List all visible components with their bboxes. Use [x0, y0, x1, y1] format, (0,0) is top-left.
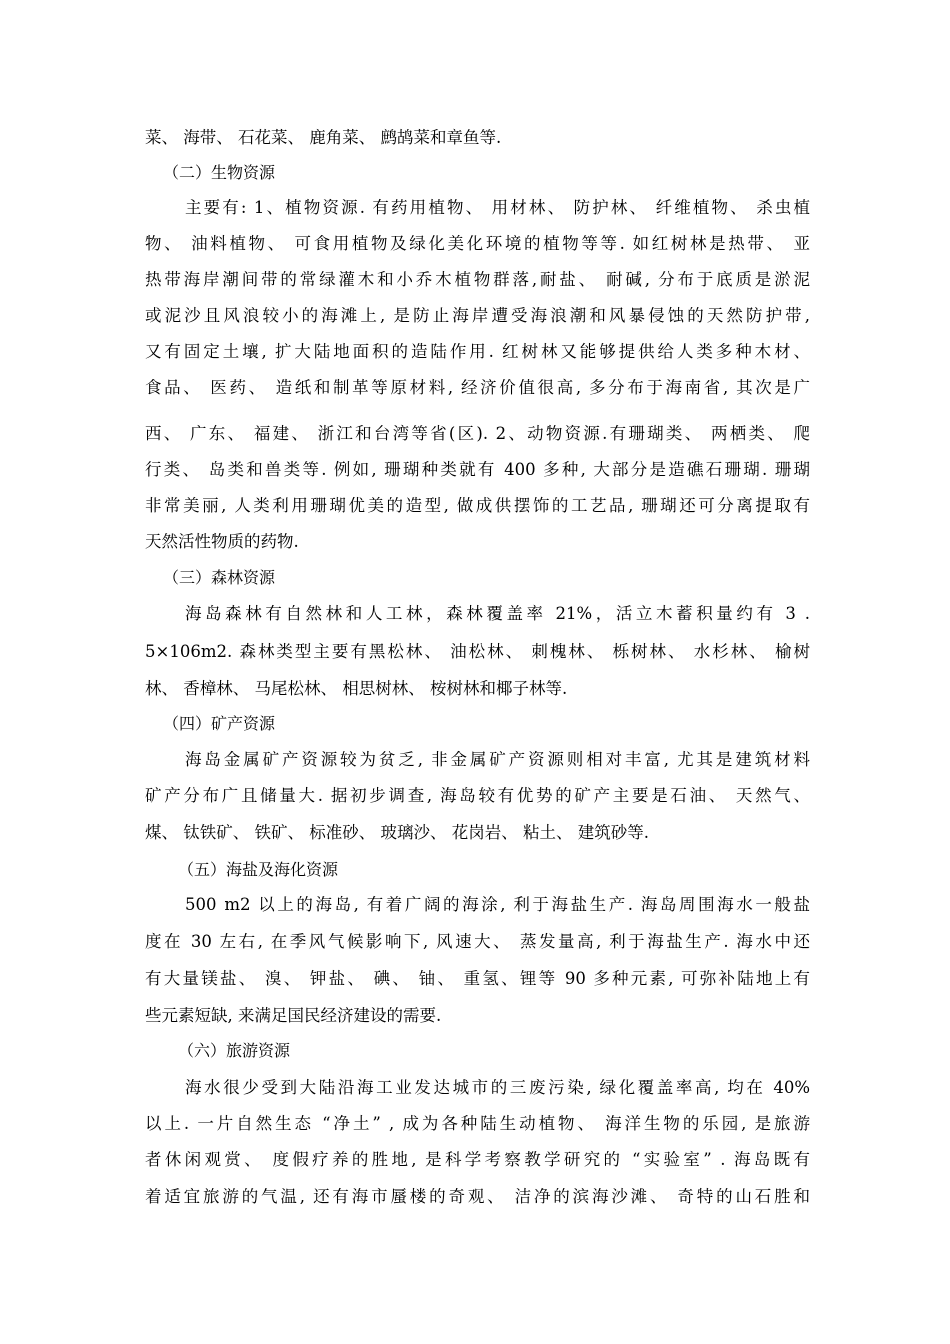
paragraph-line: 或泥沙且风浪较小的海滩上, 是防止海岸遭受海浪潮和风暴侵蚀的天然防护带,: [145, 306, 810, 325]
paragraph-line: 有大量镁盐、 溴、 钾盐、 碘、 铀、 重氢、锂等 90 多种元素, 可弥补陆地上有: [145, 969, 810, 988]
paragraph-line: 西、 广东、 福建、 浙江和台湾等省(区). 2、动物资源.有珊瑚类、 两栖类、 爬: [145, 424, 810, 443]
paragraph-line: 行类、 岛类和兽类等. 例如, 珊瑚种类就有 400 多种, 大部分是造礁石珊瑚. 珊瑚: [145, 460, 810, 479]
paragraph-line: 又有固定土壤, 扩大陆地面积的造陆作用. 红树林又能够提供给人类多种木材、: [145, 342, 810, 361]
section-heading-tourism-resources: （六）旅游资源: [178, 1041, 291, 1060]
section-heading-forest-resources: （三）森林资源: [163, 568, 276, 587]
paragraph-line: 者休闲观赏、 度假疗养的胜地, 是科学考察教学研究的 “实验室” . 海岛既有: [145, 1150, 810, 1169]
paragraph-line: 林、 香樟林、 马尾松林、 相思树林、 桉树林和椰子林等.: [145, 679, 568, 698]
paragraph-line: 以上. 一片自然生态 “净土” , 成为各种陆生动植物、 海洋生物的乐园, 是旅游: [145, 1114, 810, 1133]
paragraph-line: 主要有: 1、植物资源. 有药用植物、 用材林、 防护林、 纤维植物、 杀虫植: [185, 198, 810, 217]
paragraph-line: 煤、 钛铁矿、 铁矿、 标准砂、 玻璃沙、 花岗岩、 粘土、 建筑砂等.: [145, 823, 649, 842]
paragraph-line: 矿产分布广且储量大. 据初步调查, 海岛较有优势的矿产主要是石油、 天然气、: [145, 786, 810, 805]
section-heading-sea-salt-resources: （五）海盐及海化资源: [178, 860, 339, 879]
paragraph-line: 海岛金属矿产资源较为贫乏, 非金属矿产资源则相对丰富, 尤其是建筑材料: [185, 750, 810, 769]
paragraph-line: 食品、 医药、 造纸和制革等原材料, 经济价值很高, 多分布于海南省, 其次是广: [145, 378, 810, 397]
paragraph-line: 着适宜旅游的气温, 还有海市蜃楼的奇观、 洁净的滨海沙滩、 奇特的山石胜和: [145, 1187, 810, 1206]
section-heading-biological-resources: （二）生物资源: [163, 163, 276, 182]
section-heading-mineral-resources: （四）矿产资源: [163, 714, 276, 733]
paragraph-line: 天然活性物质的药物.: [145, 532, 299, 551]
paragraph-line: 非常美丽, 人类利用珊瑚优美的造型, 做成供摆饰的工艺品, 珊瑚还可分离提取有: [145, 496, 810, 515]
paragraph-line: 5×106m2. 森林类型主要有黑松林、 油松林、 刺槐林、 栎树林、 水杉林、 榆树: [145, 642, 810, 661]
paragraph-line: 海岛森林有自然林和人工林，森林覆盖率 21%，活立木蓄积量约有 3 .: [185, 604, 810, 623]
paragraph-line: 度在 30 左右, 在季风气候影响下, 风速大、 蒸发量高, 利于海盐生产. 海水中还: [145, 932, 810, 951]
paragraph-line: 物、 油料植物、 可食用植物及绿化美化环境的植物等等. 如红树林是热带、 亚: [145, 234, 810, 253]
paragraph-line: 菜、 海带、 石花菜、 鹿角菜、 鹧鸪菜和章鱼等.: [145, 128, 502, 147]
paragraph-line: 些元素短缺, 来满足国民经济建设的需要.: [145, 1006, 442, 1025]
paragraph-line: 热带海岸潮间带的常绿灌木和小乔木植物群落,耐盐、 耐碱, 分布于底质是淤泥: [145, 270, 810, 289]
paragraph-line: 海水很少受到大陆沿海工业发达城市的三废污染, 绿化覆盖率高, 均在 40%: [185, 1078, 810, 1097]
paragraph-line: 500 m2 以上的海岛, 有着广阔的海涂, 利于海盐生产. 海岛周围海水一般盐: [185, 895, 810, 914]
